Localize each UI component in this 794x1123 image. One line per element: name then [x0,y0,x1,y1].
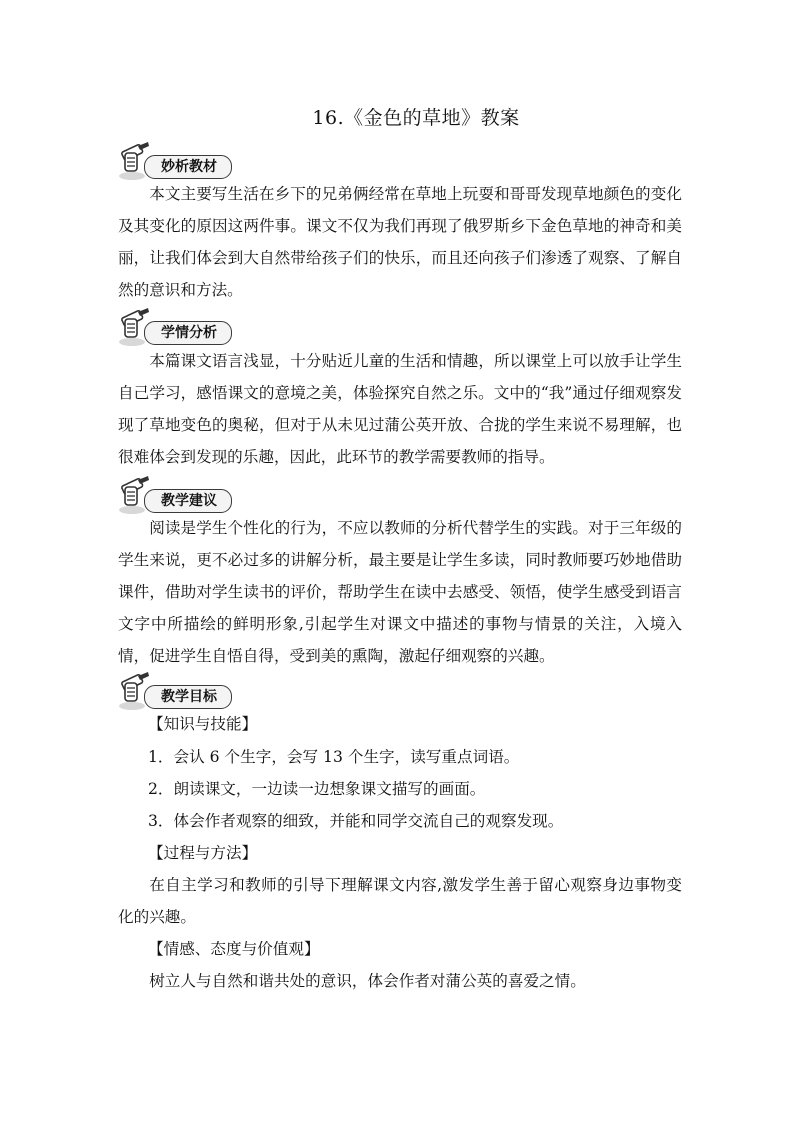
section-header-analysis [118,146,278,182]
attitude-heading: 【情感、态度与价值观】 [148,940,320,958]
goal-item: 3．体会作者观察的细致，并能和同学交流自己的观察发现。 [148,812,564,830]
goal-item: 1．会认 6 个生字，会写 13 个生字，读写重点词语。 [148,748,520,766]
knowledge-heading: 【知识与技能】 [148,715,258,733]
section-header-suggestions [118,480,278,516]
process-heading: 【过程与方法】 [148,844,258,862]
section-paragraph: 本文主要写生活在乡下的兄弟俩经常在草地上玩耍和哥哥发现草地颜色的变化及其变化的原因这两件事。课文不仅为我们再现了俄罗斯乡下金色草地的神奇和美丽，让我们体会到大自然带给孩子们的快乐，而且还向孩子们渗透了观察、了解自然的意识和方法。 [118,185,682,299]
section-heading: 妙析教材 [144,155,232,179]
section-heading: 教学建议 [144,489,232,513]
section-header-objectives [118,676,278,712]
section-paragraph: 阅读是学生个性化的行为，不应以教师的分析代替学生的实践。对于三年级的学生来说，更不必过多的讲解分析，最主要是让学生多读，同时教师要巧妙地借助课件，借助对学生读书的评价，帮助学生在读中去感受、领悟，使学生感受到语言文字中所描绘的鲜明形象,引起学生对课文中描述的事物与情景的关注，入境入情，促进学生自悟自得，受到美的熏陶，激起仔细观察的兴趣。 [118,519,682,665]
section-paragraph: 本篇课文语言浅显，十分贴近儿童的生活和情趣，所以课堂上可以放手让学生自己学习，感悟课文的意境之美，体验探究自然之乐。文中的“我”通过仔细观察发现了草地变色的奥秘，但对于从未见过蒲公英开放、合拢的学生来说不易理解，也很难体会到发现的乐趣，因此，此环节的教学需要教师的指导。 [118,352,682,466]
section-heading: 学情分析 [144,321,232,345]
goal-item: 2．朗读课文，一边读一边想象课文描写的画面。 [148,780,486,798]
section-header-learner [118,312,278,348]
process-paragraph: 在自主学习和教师的引导下理解课文内容,激发学生善于留心观察身边事物变化的兴趣。 [118,876,682,926]
attitude-paragraph: 树立人与自然和谐共处的意识，体会作者对蒲公英的喜爱之情。 [149,972,586,990]
document-title: 16.《金色的草地》教案 [312,107,520,129]
section-heading: 教学目标 [144,685,232,709]
